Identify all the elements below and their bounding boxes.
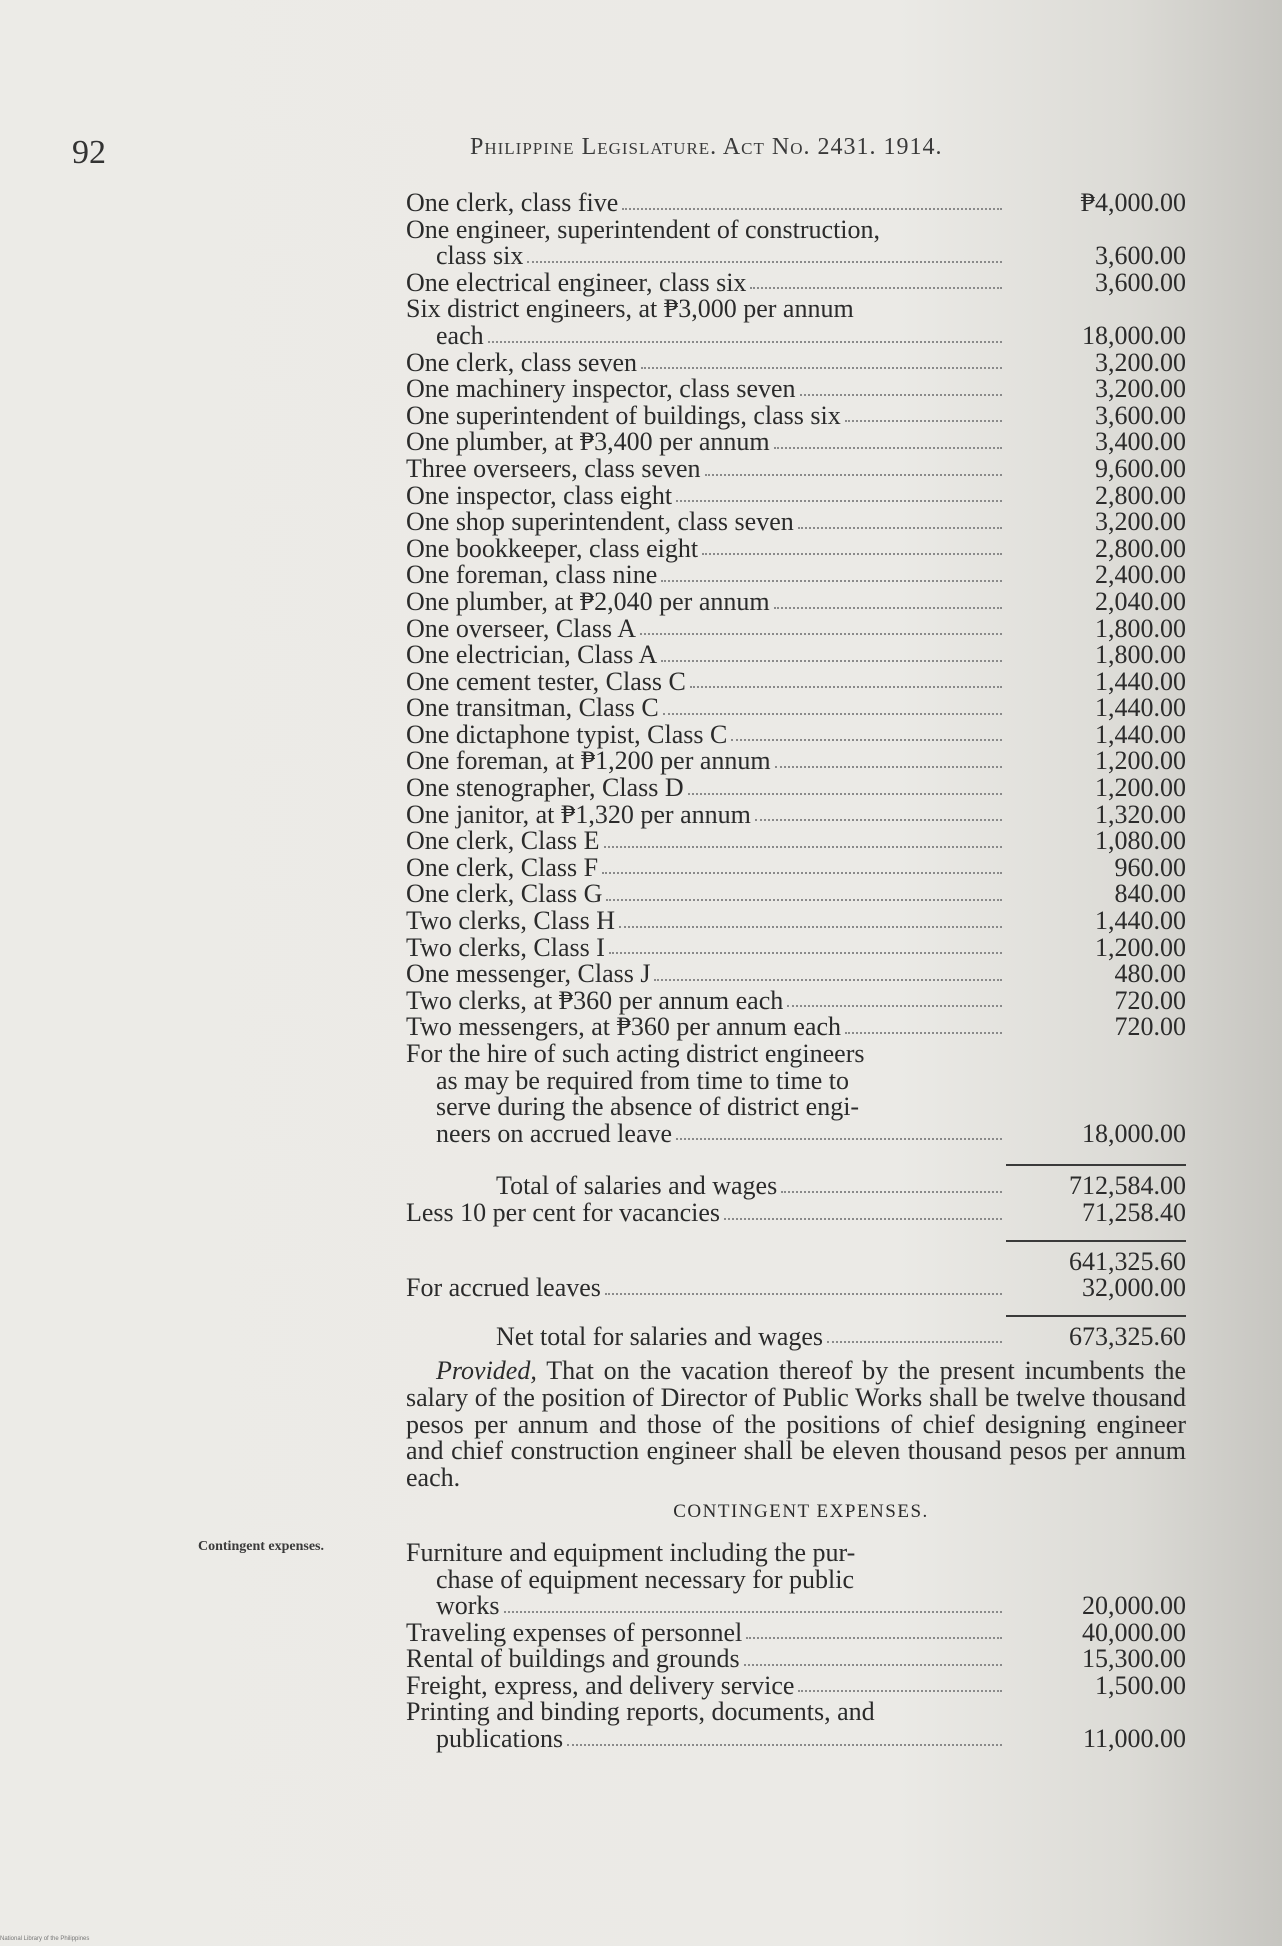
line-description bbox=[406, 400, 1006, 430]
line-text: One clerk, class seven bbox=[406, 347, 638, 377]
line-item bbox=[406, 509, 1186, 536]
dot-leader bbox=[488, 341, 1002, 343]
net-label: Net total for salaries and wages bbox=[496, 1321, 824, 1351]
line-amount: 720.00 bbox=[1114, 985, 1186, 1015]
line-description bbox=[406, 429, 1006, 456]
dot-leader bbox=[609, 952, 1002, 954]
line-item bbox=[406, 908, 1186, 935]
line-amount: 480.00 bbox=[1114, 959, 1186, 989]
line-description bbox=[406, 562, 1006, 589]
line-item bbox=[406, 1014, 1186, 1041]
line-text: works bbox=[436, 1591, 500, 1621]
line-continuation bbox=[406, 1118, 1006, 1148]
line-description bbox=[406, 613, 1006, 643]
line-amount: 1,440.00 bbox=[1095, 719, 1186, 749]
line-amount: 18,000.00 bbox=[1082, 320, 1186, 350]
line-text: One shop superintendent, class seven bbox=[406, 507, 794, 537]
dot-leader bbox=[676, 500, 1002, 502]
margin-note-contingent: Contingent expenses. bbox=[198, 1539, 325, 1554]
line-text: Two clerks, Class I bbox=[406, 932, 605, 962]
line-description bbox=[406, 509, 1006, 536]
line-text: Traveling expenses of personnel bbox=[406, 1617, 743, 1647]
line-description bbox=[406, 775, 1006, 802]
line-text: One electrical engineer, class six bbox=[406, 267, 747, 297]
line-amount: 3,600.00 bbox=[1095, 400, 1186, 430]
dot-leader bbox=[775, 766, 1002, 768]
line-item bbox=[406, 453, 1186, 483]
line-amount: 18,000.00 bbox=[1082, 1118, 1186, 1148]
line-text: One clerk, Class E bbox=[406, 826, 600, 856]
line-description bbox=[406, 533, 1006, 563]
line-amount: 1,200.00 bbox=[1095, 746, 1186, 776]
line-text: Printing and binding reports, documents, and bbox=[406, 1697, 875, 1727]
dot-leader bbox=[731, 739, 1002, 741]
line-description bbox=[406, 985, 1006, 1015]
line-item bbox=[406, 376, 1186, 403]
line-text: Freight, express, and delivery service bbox=[406, 1670, 795, 1700]
dot-leader bbox=[690, 686, 1002, 688]
dot-leader bbox=[527, 261, 1002, 263]
scan-attribution: National Library of the Philippines bbox=[0, 1936, 90, 1942]
running-head: Philippine Legislature. Act No. 2431. 1914. bbox=[470, 134, 943, 160]
line-description bbox=[406, 799, 1006, 829]
line-text: For the hire of such acting district engineers bbox=[406, 1039, 865, 1068]
line-text: One superintendent of buildings, class six bbox=[406, 400, 841, 430]
dot-leader bbox=[661, 660, 1002, 662]
dot-leader bbox=[774, 447, 1002, 449]
line-amount: 11,000.00 bbox=[1082, 1724, 1186, 1754]
dot-leader bbox=[845, 1032, 1002, 1034]
line-item-traveling bbox=[406, 1617, 1186, 1647]
line-amount: 15,300.00 bbox=[1082, 1644, 1186, 1674]
dot-leader bbox=[798, 527, 1002, 529]
line-description bbox=[406, 961, 1006, 988]
accrued-label: For accrued leaves bbox=[406, 1273, 601, 1303]
dot-leader bbox=[504, 1611, 1002, 1613]
line-amount: 840.00 bbox=[1114, 879, 1186, 909]
line-description bbox=[406, 828, 1006, 855]
line-amount: 960.00 bbox=[1114, 852, 1186, 882]
page-number: 92 bbox=[72, 134, 106, 171]
dot-leader bbox=[750, 287, 1002, 289]
dot-leader bbox=[787, 1005, 1002, 1007]
line-item bbox=[406, 562, 1186, 589]
line-item-acting-engineers bbox=[406, 1041, 1186, 1147]
line-amount: 3,600.00 bbox=[1095, 267, 1186, 297]
line-description bbox=[406, 190, 1006, 217]
dot-leader bbox=[640, 633, 1002, 635]
proviso-paragraph bbox=[406, 1358, 1186, 1491]
line-text: One janitor, at ₱1,320 per annum bbox=[406, 799, 751, 829]
line-amount: 9,600.00 bbox=[1095, 453, 1186, 483]
line-description bbox=[406, 267, 1006, 297]
line-text: class six bbox=[436, 241, 524, 271]
dot-leader bbox=[606, 899, 1002, 901]
line-amount: 1,200.00 bbox=[1095, 773, 1186, 803]
dot-leader bbox=[619, 926, 1002, 928]
line-item bbox=[406, 214, 1186, 271]
subtotal-amount: 641,325.60 bbox=[1069, 1246, 1186, 1276]
line-description bbox=[406, 881, 1006, 908]
line-item bbox=[406, 748, 1186, 775]
net-total-row bbox=[406, 1321, 1186, 1351]
line-description bbox=[406, 347, 1006, 377]
line-text: serve during the absence of district engi- bbox=[436, 1092, 860, 1122]
accrued-leaves-row bbox=[406, 1275, 1186, 1302]
total-amount: 712,584.00 bbox=[1069, 1171, 1186, 1201]
line-text: as may be required from time to time to bbox=[436, 1065, 849, 1095]
line-continuation bbox=[406, 320, 1006, 350]
line-text: One machinery inspector, class seven bbox=[406, 374, 796, 404]
line-text: Furniture and equipment including the pur- bbox=[406, 1537, 856, 1567]
line-amount: 1,080.00 bbox=[1095, 826, 1186, 856]
dot-leader bbox=[702, 553, 1002, 555]
line-item bbox=[406, 642, 1186, 669]
line-amount: 1,200.00 bbox=[1095, 932, 1186, 962]
line-text: One overseer, Class A bbox=[406, 613, 637, 643]
accrued-amount: 32,000.00 bbox=[1082, 1273, 1186, 1303]
dot-leader bbox=[602, 872, 1002, 874]
less-amount: 71,258.40 bbox=[1082, 1197, 1186, 1227]
line-text: Three overseers, class seven bbox=[406, 453, 701, 483]
line-text: each bbox=[436, 320, 484, 350]
line-item bbox=[406, 267, 1186, 297]
salary-list bbox=[406, 190, 1186, 1041]
line-description bbox=[406, 642, 1006, 669]
line-text: One engineer, superintendent of construction, bbox=[406, 214, 881, 244]
line-continuation bbox=[406, 1593, 1006, 1620]
line-text: Two messengers, at ₱360 per annum each bbox=[406, 1012, 842, 1042]
dot-leader bbox=[744, 1664, 1002, 1666]
line-text: One inspector, class eight bbox=[406, 480, 673, 510]
proviso-italic: Provided, bbox=[436, 1356, 537, 1386]
line-text: One clerk, class five bbox=[406, 188, 619, 217]
line-text: One plumber, at ₱3,400 per annum bbox=[406, 427, 770, 457]
dot-leader bbox=[774, 607, 1002, 609]
line-amount: 3,200.00 bbox=[1095, 347, 1186, 377]
line-amount: ₱4,000.00 bbox=[1080, 188, 1186, 217]
line-amount: 2,040.00 bbox=[1095, 586, 1186, 616]
line-description bbox=[406, 719, 1006, 749]
line-amount: 1,440.00 bbox=[1095, 693, 1186, 723]
line-item-freight bbox=[406, 1670, 1186, 1700]
line-item-furniture bbox=[406, 1537, 1186, 1621]
line-text: Two clerks, Class H bbox=[406, 906, 616, 936]
dot-leader bbox=[781, 1191, 1002, 1193]
line-item bbox=[406, 719, 1186, 749]
dot-leader bbox=[622, 208, 1002, 210]
line-item bbox=[406, 985, 1186, 1015]
less-label: Less 10 per cent for vacancies bbox=[406, 1197, 721, 1227]
appropriation-content bbox=[406, 190, 1186, 1753]
line-description bbox=[406, 586, 1006, 616]
line-text: One bookkeeper, class eight bbox=[406, 533, 699, 563]
line-text: One dictaphone typist, Class C bbox=[406, 719, 728, 749]
line-item bbox=[406, 190, 1186, 217]
line-text: One clerk, Class G bbox=[406, 879, 603, 909]
line-text: One foreman, at ₱1,200 per annum bbox=[406, 746, 771, 776]
line-text: One foreman, class nine bbox=[406, 560, 658, 590]
line-amount: 2,800.00 bbox=[1095, 533, 1186, 563]
line-amount: 3,600.00 bbox=[1095, 241, 1186, 271]
dot-leader bbox=[688, 793, 1002, 795]
line-description bbox=[406, 695, 1006, 722]
line-amount: 1,440.00 bbox=[1095, 666, 1186, 696]
line-amount: 720.00 bbox=[1114, 1012, 1186, 1042]
line-item bbox=[406, 799, 1186, 829]
line-amount: 3,400.00 bbox=[1095, 427, 1186, 457]
net-amount: 673,325.60 bbox=[1069, 1321, 1186, 1351]
less-vacancies-row bbox=[406, 1197, 1186, 1227]
dot-leader bbox=[676, 1138, 1002, 1140]
line-item bbox=[406, 881, 1186, 908]
dot-leader bbox=[654, 979, 1002, 981]
dot-leader bbox=[567, 1744, 1002, 1746]
dot-leader bbox=[661, 580, 1002, 582]
line-text: One transitman, Class C bbox=[406, 693, 659, 723]
line-item bbox=[406, 533, 1186, 563]
line-item bbox=[406, 613, 1186, 643]
dot-leader bbox=[800, 394, 1002, 396]
line-item bbox=[406, 400, 1186, 430]
line-text: One messenger, Class J bbox=[406, 959, 651, 989]
line-amount: 40,000.00 bbox=[1082, 1617, 1186, 1647]
line-description bbox=[406, 296, 1006, 349]
line-text: publications bbox=[436, 1724, 564, 1754]
line-item bbox=[406, 852, 1186, 882]
line-description bbox=[406, 1014, 1006, 1041]
line-description bbox=[406, 932, 1006, 962]
dot-leader bbox=[604, 846, 1002, 848]
line-amount: 1,800.00 bbox=[1095, 640, 1186, 670]
subtotal-row bbox=[406, 1246, 1186, 1276]
line-item bbox=[406, 666, 1186, 696]
line-description bbox=[406, 908, 1006, 935]
line-item bbox=[406, 296, 1186, 349]
line-item bbox=[406, 429, 1186, 456]
line-amount: 1,800.00 bbox=[1095, 613, 1186, 643]
line-text: neers on accrued leave bbox=[436, 1118, 673, 1148]
line-amount: 2,400.00 bbox=[1095, 560, 1186, 590]
total-salaries-row bbox=[406, 1173, 1186, 1200]
line-description bbox=[406, 480, 1006, 510]
line-item bbox=[406, 775, 1186, 802]
dot-leader bbox=[641, 367, 1002, 369]
line-amount: 1,440.00 bbox=[1095, 906, 1186, 936]
line-amount: 1,320.00 bbox=[1095, 799, 1186, 829]
dot-leader bbox=[663, 713, 1002, 715]
line-item bbox=[406, 347, 1186, 377]
line-amount: 3,200.00 bbox=[1095, 374, 1186, 404]
line-text: One cement tester, Class C bbox=[406, 666, 686, 696]
line-item bbox=[406, 695, 1186, 722]
line-text: One electrician, Class A bbox=[406, 640, 658, 670]
dot-leader bbox=[755, 819, 1002, 821]
line-description bbox=[406, 666, 1006, 696]
dot-leader bbox=[746, 1637, 1002, 1639]
proviso-text: That on the vacation thereof by the present incumbents the salary of the position of Director of Public Works shall be twelve thousand pesos per annum and those of the positions of chief designing engineer and chief construction engineer shall be eleven thousand pesos per annum each. bbox=[406, 1356, 1187, 1492]
line-continuation bbox=[406, 1726, 1006, 1753]
line-item bbox=[406, 828, 1186, 855]
line-description bbox=[406, 214, 1006, 271]
line-item bbox=[406, 961, 1186, 988]
line-amount: 2,800.00 bbox=[1095, 480, 1186, 510]
dot-leader bbox=[605, 1293, 1002, 1295]
line-continuation bbox=[406, 243, 1006, 270]
dot-leader bbox=[705, 474, 1002, 476]
line-description bbox=[406, 453, 1006, 483]
line-text: One plumber, at ₱2,040 per annum bbox=[406, 586, 770, 616]
line-amount: 3,200.00 bbox=[1095, 507, 1186, 537]
total-label: Total of salaries and wages bbox=[496, 1171, 778, 1201]
line-item bbox=[406, 480, 1186, 510]
line-item-printing bbox=[406, 1699, 1186, 1752]
line-item bbox=[406, 586, 1186, 616]
line-amount: 1,500.00 bbox=[1095, 1670, 1186, 1700]
line-text: chase of equipment necessary for public bbox=[436, 1564, 855, 1594]
line-text: One stenographer, Class D bbox=[406, 773, 684, 803]
line-item-rental bbox=[406, 1646, 1186, 1673]
line-text: Two clerks, at ₱360 per annum each bbox=[406, 985, 784, 1015]
line-text: Six district engineers, at ₱3,000 per annum bbox=[406, 294, 854, 324]
line-amount: 20,000.00 bbox=[1082, 1591, 1186, 1621]
dot-leader bbox=[724, 1218, 1002, 1220]
line-text: One clerk, Class F bbox=[406, 852, 599, 882]
line-description bbox=[406, 376, 1006, 403]
line-text: Rental of buildings and grounds bbox=[406, 1644, 740, 1674]
dot-leader bbox=[827, 1341, 1002, 1343]
line-description bbox=[406, 748, 1006, 775]
line-description bbox=[406, 852, 1006, 882]
line-item bbox=[406, 932, 1186, 962]
dot-leader bbox=[798, 1690, 1002, 1692]
section-heading: CONTINGENT EXPENSES. bbox=[673, 1501, 929, 1523]
dot-leader bbox=[845, 420, 1002, 422]
